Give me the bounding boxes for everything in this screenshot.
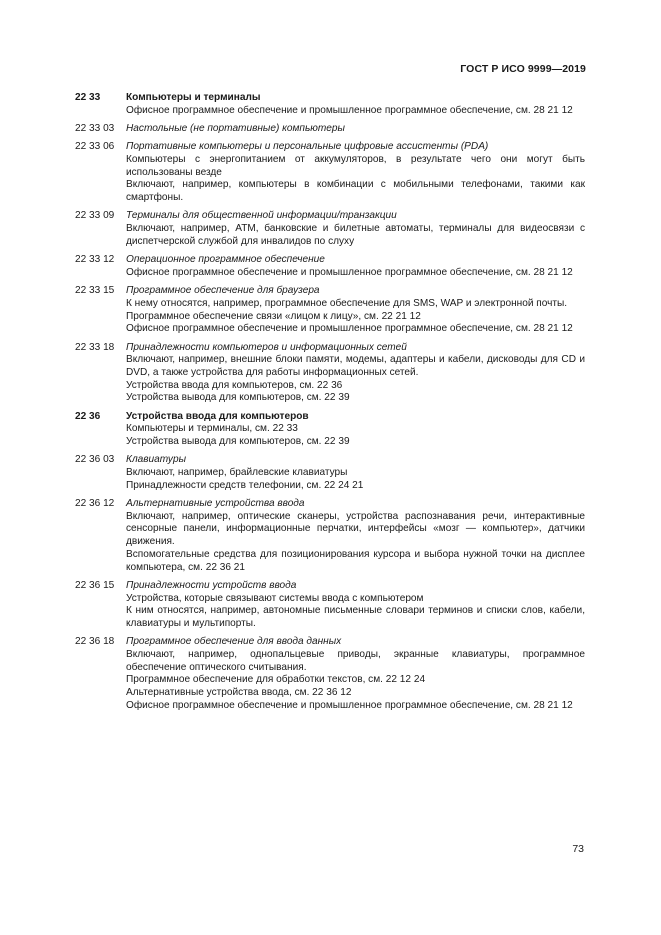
- entry-note: Включают, например, однопальцевые приводы, экранные клавиатуры, программное обеспечение оптического считывания.: [126, 648, 585, 673]
- entry-note: Включают, например, компьютеры в комбинации с мобильными телефонами, такими как смартфоны.: [126, 179, 585, 204]
- entry-title: Клавиатуры: [126, 454, 187, 466]
- entry-note: Включают, например, внешние блоки памяти, модемы, адаптеры и кабели, дисководы для CD и DVD, а также устройства для работы информационных сетей.: [126, 354, 585, 378]
- classification-entry: [75, 636, 585, 712]
- entry-title: Альтернативные устройства ввода: [126, 498, 305, 510]
- entry-code: 22 33 18: [75, 341, 115, 353]
- classification-entry: [75, 123, 585, 136]
- page-header: ГОСТ Р ИСО 9999—2019: [460, 63, 586, 75]
- entry-note: Включают, например, брайлевские клавиатуры: [126, 467, 348, 479]
- entry-title: Принадлежности компьютеров и информационных сетей: [126, 341, 407, 353]
- entry-body: [126, 123, 585, 136]
- classification-entry: [75, 580, 585, 631]
- entry-body: [126, 498, 585, 574]
- entry-body: [126, 454, 585, 492]
- entry-note: Компьютеры и терминалы, см. 22 33: [126, 423, 298, 435]
- entry-note: Вспомогательные средства для позиционирования курсора и выбора нужной точки на дисплее компьютера, см. 22 36 21: [126, 548, 585, 573]
- entry-code: 22 33 12: [75, 254, 115, 266]
- entry-code: 22 36: [75, 410, 101, 422]
- entry-title: Компьютеры и терминалы: [126, 92, 261, 103]
- entry-code: 22 33 06: [75, 141, 115, 153]
- entry-note: Офисное программное обеспечение и промышленное программное обеспечение, см. 28 21 12: [126, 323, 573, 335]
- entry-code: 22 33: [75, 92, 101, 103]
- entry-title: Терминалы для общественной информации/транзакции: [126, 210, 397, 222]
- entry-title: Настольные (не портативные) компьютеры: [126, 123, 345, 134]
- entry-code: 22 36 15: [75, 579, 115, 591]
- entry-code: 22 33 03: [75, 123, 115, 134]
- page-number: 73: [572, 843, 584, 855]
- entry-body: [126, 141, 585, 205]
- classification-list: [75, 92, 585, 718]
- entry-note: Программное обеспечение связи «лицом к лицу», см. 22 21 12: [126, 310, 421, 322]
- entry-code: 22 33 09: [75, 210, 115, 222]
- classification-entry: [75, 454, 585, 492]
- entry-code: 22 36 12: [75, 498, 115, 510]
- entry-body: [126, 411, 585, 449]
- classification-entry: [75, 141, 585, 205]
- entry-note: К нему относятся, например, программное обеспечение для SMS, WAP и электронной почты.: [126, 297, 568, 309]
- entry-body: [126, 92, 585, 117]
- entry-code: 22 33 15: [75, 285, 115, 297]
- entry-note: Устройства, которые связывают системы ввода с компьютером: [126, 592, 424, 604]
- entry-note: Альтернативные устройства ввода, см. 22 36 12: [126, 687, 352, 699]
- entry-code: 22 36 18: [75, 636, 115, 648]
- entry-body: [126, 254, 585, 279]
- entry-note: Включают, например, оптические сканеры, устройства распознавания речи, интерактивные сенсорные панели, информационные перчатки, интерфейсы «мозг — компьютер», датчики движения.: [126, 510, 585, 548]
- entry-note: Программное обеспечение для обработки текстов, см. 22 12 24: [126, 674, 426, 686]
- entry-title: Портативные компьютеры и персональные цифровые ассистенты (PDA): [126, 141, 489, 153]
- entry-note: Принадлежности средств телефонии, см. 22 24 21: [126, 479, 364, 491]
- entry-note: Включают, например, ATM, банковские и билетные автоматы, терминалы для видеосвязи с диспетчерской службой для инвалидов по слуху: [126, 223, 585, 247]
- entry-title: Устройства ввода для компьютеров: [126, 410, 309, 422]
- entry-note: Офисное программное обеспечение и промышленное программное обеспечение, см. 28 21 12: [126, 699, 573, 711]
- entry-note: К ним относятся, например, автономные письменные словари терминов и списки слов, кабели, клавиатуры и мультипорты.: [126, 605, 585, 629]
- entry-note: Офисное программное обеспечение и промышленное программное обеспечение, см. 28 21 12: [126, 266, 573, 278]
- classification-entry: [75, 411, 585, 449]
- classification-entry: [75, 342, 585, 406]
- entry-note: Устройства вывода для компьютеров, см. 22 39: [126, 436, 350, 448]
- entry-title: Программное обеспечение для браузера: [126, 285, 320, 297]
- entry-body: [126, 285, 585, 336]
- classification-entry: [75, 92, 585, 117]
- classification-entry: [75, 285, 585, 336]
- entry-note: Устройства вывода для компьютеров, см. 22 39: [126, 392, 350, 404]
- entry-body: [126, 580, 585, 631]
- entry-note: Компьютеры с энергопитанием от аккумуляторов, в результате чего они могут быть использованы везде: [126, 154, 585, 178]
- entry-body: [126, 342, 585, 406]
- entry-body: [126, 636, 585, 712]
- entry-body: [126, 210, 585, 248]
- entry-title: Принадлежности устройств ввода: [126, 579, 297, 591]
- classification-entry: [75, 498, 585, 574]
- classification-entry: [75, 210, 585, 248]
- entry-code: 22 36 03: [75, 454, 115, 466]
- entry-note: Устройства ввода для компьютеров, см. 22 36: [126, 379, 343, 391]
- entry-title: Операционное программное обеспечение: [126, 254, 325, 266]
- entry-title: Программное обеспечение для ввода данных: [126, 636, 342, 648]
- classification-entry: [75, 254, 585, 279]
- entry-note: Офисное программное обеспечение и промышленное программное обеспечение, см. 28 21 12: [126, 104, 573, 116]
